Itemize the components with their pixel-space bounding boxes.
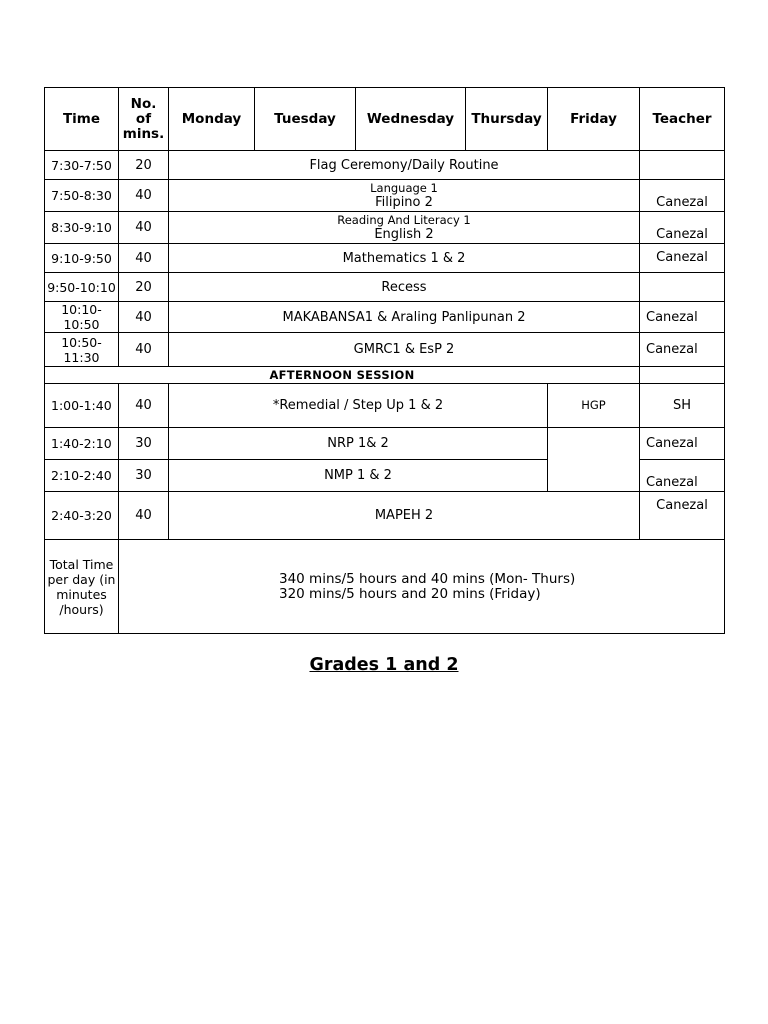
afternoon-session-label: AFTERNOON SESSION <box>45 367 640 384</box>
header-monday: Monday <box>169 88 255 151</box>
mins-cell: 20 <box>119 273 169 302</box>
time-cell: 1:00-1:40 <box>45 384 119 428</box>
teacher-cell: Canezal <box>640 180 725 212</box>
teacher-cell: Canezal <box>640 212 725 244</box>
header-time: Time <box>45 88 119 151</box>
subject-subtitle: Reading And Literacy 1 <box>337 212 471 227</box>
time-cell: 7:50-8:30 <box>45 180 119 212</box>
teacher-cell <box>640 273 725 302</box>
table-row <box>45 180 725 212</box>
subject-cell: MAKABANSA1 & Araling Panlipunan 2 <box>169 302 640 333</box>
header-teacher: Teacher <box>640 88 725 151</box>
subject-title: English 2 <box>374 226 434 242</box>
table-row <box>45 384 725 428</box>
subject-cell <box>169 212 640 244</box>
table-row <box>45 212 725 244</box>
mins-cell: 30 <box>119 460 169 492</box>
time-cell: 9:10-9:50 <box>45 244 119 273</box>
subject-cell: GMRC1 & EsP 2 <box>169 333 640 367</box>
subject-cell: NRP 1& 2 <box>169 428 548 460</box>
teacher-cell: Canezal <box>640 333 725 367</box>
time-cell: 10:10-10:50 <box>45 302 119 333</box>
table-row <box>45 428 725 460</box>
teacher-cell: SH <box>640 384 725 428</box>
mins-cell: 40 <box>119 384 169 428</box>
time-cell: 7:30-7:50 <box>45 151 119 180</box>
time-cell: 2:10-2:40 <box>45 460 119 492</box>
time-cell: 8:30-9:10 <box>45 212 119 244</box>
friday-cell <box>548 428 640 492</box>
header-tuesday: Tuesday <box>255 88 356 151</box>
page-caption: Grades 1 and 2 <box>309 655 459 675</box>
teacher-cell: Canezal <box>640 492 725 540</box>
subject-cell: Mathematics 1 & 2 <box>169 244 640 273</box>
mins-cell: 40 <box>119 180 169 212</box>
time-cell: 1:40-2:10 <box>45 428 119 460</box>
total-values <box>119 540 725 634</box>
afternoon-session-row <box>45 367 725 384</box>
subject-cell: MAPEH 2 <box>169 492 640 540</box>
mins-cell: 40 <box>119 333 169 367</box>
teacher-cell: Canezal <box>640 244 725 273</box>
mins-cell: 40 <box>119 244 169 273</box>
time-cell: 10:50-11:30 <box>45 333 119 367</box>
schedule-table <box>44 87 725 634</box>
total-mon-thurs: 340 mins/5 hours and 40 mins (Mon- Thurs) <box>279 570 576 587</box>
teacher-cell <box>640 151 725 180</box>
time-cell: 2:40-3:20 <box>45 492 119 540</box>
table-row <box>45 151 725 180</box>
total-friday: 320 mins/5 hours and 20 mins (Friday) <box>279 585 541 602</box>
subject-cell: Recess <box>169 273 640 302</box>
table-row <box>45 244 725 273</box>
subject-cell: Flag Ceremony/Daily Routine <box>169 151 640 180</box>
teacher-cell <box>640 367 725 384</box>
subject-cell <box>169 180 640 212</box>
teacher-cell: Canezal <box>640 428 725 460</box>
mins-cell: 20 <box>119 151 169 180</box>
table-row <box>45 273 725 302</box>
subject-cell: *Remedial / Step Up 1 & 2 <box>169 384 548 428</box>
header-wednesday: Wednesday <box>356 88 466 151</box>
friday-cell: HGP <box>548 384 640 428</box>
table-row <box>45 492 725 540</box>
mins-cell: 40 <box>119 302 169 333</box>
teacher-cell: Canezal <box>640 302 725 333</box>
subject-cell: NMP 1 & 2 <box>169 460 548 492</box>
header-thursday: Thursday <box>466 88 548 151</box>
table-row <box>45 333 725 367</box>
mins-cell: 40 <box>119 492 169 540</box>
time-cell: 9:50-10:10 <box>45 273 119 302</box>
total-label: Total Time per day (in minutes /hours) <box>45 540 119 634</box>
header-friday: Friday <box>548 88 640 151</box>
mins-cell: 40 <box>119 212 169 244</box>
header-mins: No. of mins. <box>119 88 169 151</box>
table-row <box>45 302 725 333</box>
subject-title: Filipino 2 <box>375 194 433 210</box>
teacher-cell: Canezal <box>640 460 725 492</box>
subject-subtitle: Language 1 <box>370 180 438 195</box>
mins-cell: 30 <box>119 428 169 460</box>
total-row <box>45 540 725 634</box>
header-row <box>45 88 725 151</box>
